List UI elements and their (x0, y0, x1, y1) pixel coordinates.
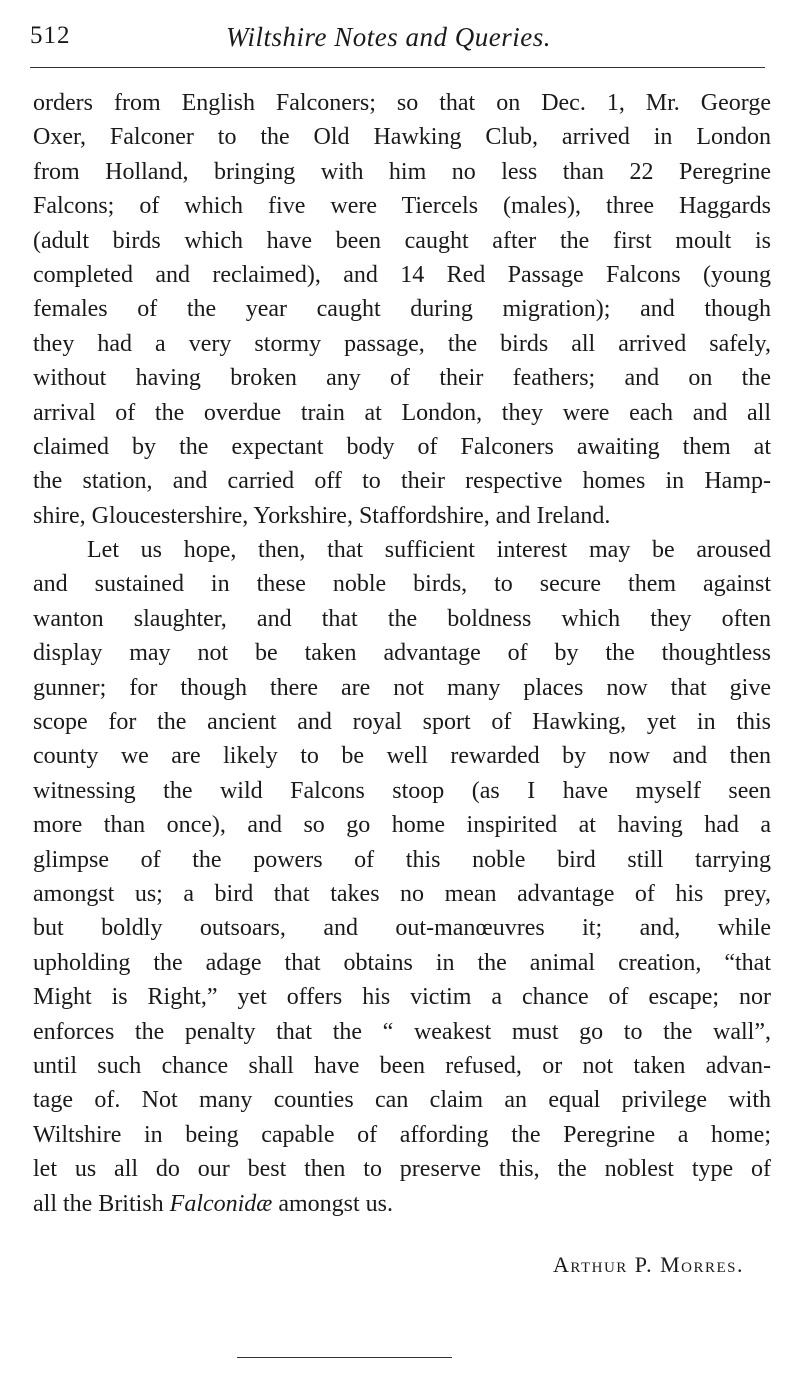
text-line: Wiltshire in being capable of affording the Peregrine a home; (33, 1121, 771, 1148)
author-signature: Arthur P. Morres. (552, 1252, 744, 1277)
text-line: wanton slaughter, and that the boldness which they often (33, 605, 771, 632)
header-rule (30, 67, 765, 68)
text-line: females of the year caught during migration); and though (33, 296, 771, 323)
text-line: let us all do our best then to preserve this, the noblest type of (33, 1156, 771, 1183)
text-line: glimpse of the powers of this noble bird still tarrying (33, 846, 771, 873)
text-line-final (33, 1187, 771, 1221)
text-line: the station, and carried off to their respective homes in Hamp- (33, 468, 771, 495)
body-text (33, 86, 771, 1221)
text-line: scope for the ancient and royal sport of Hawking, yet in this (33, 709, 771, 736)
text-line: from Holland, bringing with him no less than 22 Peregrine (33, 158, 771, 185)
text-line: gunner; for though there are not many places now that give (33, 674, 771, 701)
text-line: enforces the penalty that the “ weakest must go to the wall”, (33, 1018, 771, 1045)
running-title: Wiltshire Notes and Queries. (226, 22, 551, 52)
text-line: upholding the adage that obtains in the animal creation, “that (33, 949, 771, 976)
page-header (30, 22, 770, 56)
text-line: display may not be taken advantage of by the thoughtless (33, 640, 771, 667)
text-line: (adult birds which have been caught after the first moult is (33, 227, 771, 254)
end-rule (237, 1357, 452, 1358)
text-line: arrival of the overdue train at London, they were each and all (33, 399, 771, 426)
text-line: until such chance shall have been refused, or not taken advan- (33, 1052, 771, 1079)
paragraph-2 (33, 533, 771, 1221)
text-line: Falcons; of which five were Tiercels (males), three Haggards (33, 193, 771, 220)
text-line: Oxer, Falconer to the Old Hawking Club, arrived in London (33, 124, 771, 151)
text-line: witnessing the wild Falcons stoop (as I have myself seen (33, 777, 771, 804)
text-line: tage of. Not many counties can claim an equal privilege with (33, 1087, 771, 1114)
italic-term: Falconidæ (169, 1190, 273, 1217)
text-line: county we are likely to be well rewarded by now and then (33, 743, 771, 770)
text-line: but boldly outsoars, and out-manœuvres it; and, while (33, 915, 771, 942)
text-line: and sustained in these noble birds, to secure them against (33, 571, 771, 598)
text-line: completed and reclaimed), and 14 Red Passage Falcons (young (33, 261, 771, 288)
text-line: amongst us; a bird that takes no mean advantage of his prey, (33, 880, 771, 907)
text-line: shire, Gloucestershire, Yorkshire, Staffordshire, and Ireland. (33, 502, 611, 529)
text-line: more than once), and so go home inspirited at having had a (33, 812, 771, 839)
final-line-suffix: amongst us. (272, 1190, 393, 1217)
text-line: claimed by the expectant body of Falconers awaiting them at (33, 433, 771, 460)
paragraph-1 (33, 86, 771, 533)
text-line: without having broken any of their feathers; and on the (33, 365, 771, 392)
text-line: they had a very stormy passage, the birds all arrived safely, (33, 330, 771, 357)
text-line: Let us hope, then, that sufficient interest may be aroused (87, 537, 771, 564)
text-line: Might is Right,” yet offers his victim a chance of escape; nor (33, 984, 771, 1011)
page-number: 512 (30, 22, 71, 49)
final-line-prefix: all the British (33, 1190, 170, 1217)
text-line: orders from English Falconers; so that on Dec. 1, Mr. George (33, 90, 771, 116)
